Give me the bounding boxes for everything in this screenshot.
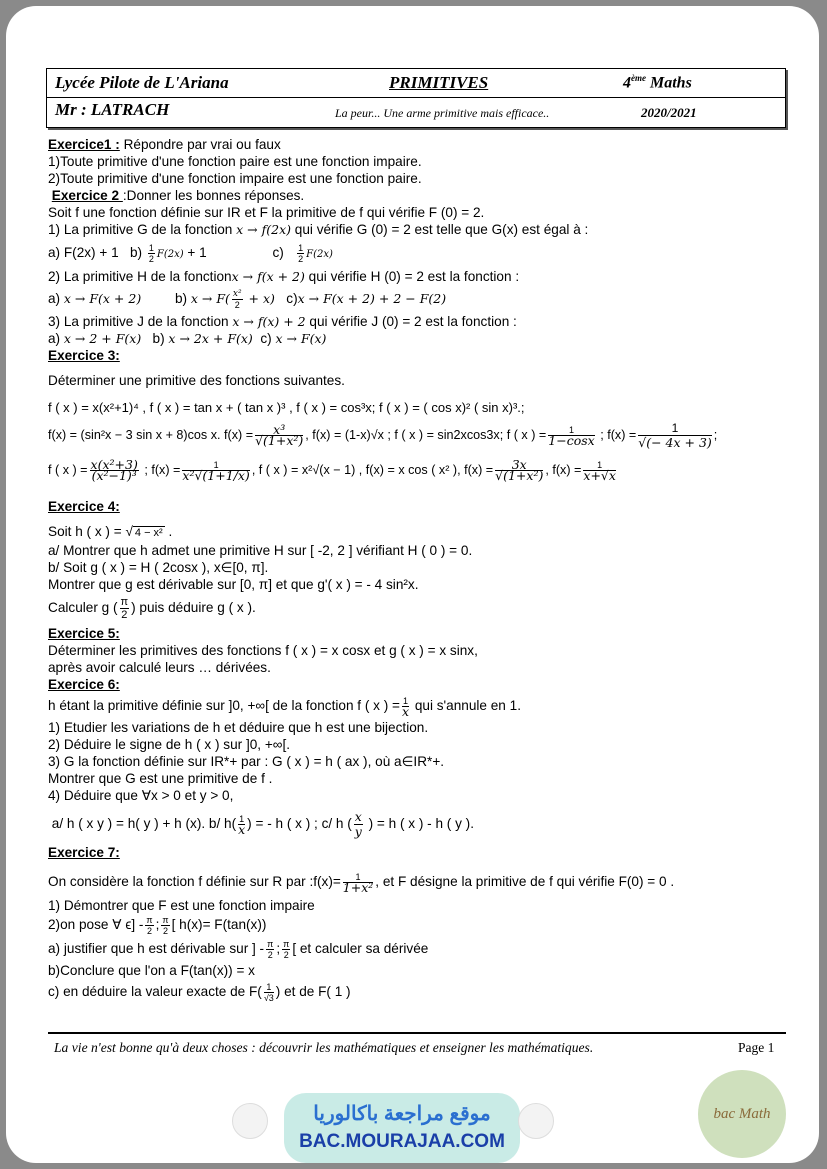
- ex3-line3: f ( x ) = $\frac{\text{x(x²+3)}}{\text{(x²−1)³}}$ ; f(x) = 1 x²√(1+1/x) , f ( x ) = x²√(x − 1) , f(x) = x cos ( x² ), f(x) = $\frac{3x}{\text{√(1+x²)}}$ , f(x) = 1 x+√x: [48, 457, 616, 484]
- ex6-line1: h étant la primitive définie sur ]0, +∞[ de la fonction f ( x ) = 1 x qui s'annule en 1.: [48, 695, 521, 719]
- fraction: $\frac{\pi}{2}$: [267, 938, 274, 960]
- ex3-line1: f ( x ) = x(x²+1)⁴ , f ( x ) = tan x + ( tan x )³ , f ( x ) = cos³x; f ( x ) = ( cos x)² ( sin x)³.;: [48, 400, 525, 415]
- page-title: PRIMITIVES: [389, 73, 489, 92]
- fraction: 1 1−cosx: [548, 425, 595, 449]
- level: 4ème Maths: [623, 73, 692, 92]
- fraction: $\frac{\pi}{2}$: [146, 914, 153, 936]
- fraction: $\frac{\text{x(x²+3)}}{\text{(x²−1)³}}$: [90, 457, 138, 484]
- ex6-line7: a/ h ( x y ) = h( y ) + h (x). b/ h( 1 x ) = - h ( x ) ; c/ h ( $\frac{x}{y}$ ) = h ( x ) - h ( y ).: [51, 808, 474, 839]
- right-logo-icon: [518, 1103, 554, 1139]
- fraction: $\frac{1}{2}$: [148, 242, 154, 264]
- document-page: [6, 6, 819, 1163]
- ex3-intro: Déterminer une primitive des fonctions suivantes.: [48, 373, 345, 388]
- ex4-line1: Soit h ( x ) = √ 4 − x² .: [48, 524, 173, 539]
- header-divider: [47, 97, 785, 98]
- ex6-line2: 1) Etudier les variations de h et déduire que h est une bijection.: [48, 720, 429, 735]
- teacher-name: Mr : LATRACH: [55, 100, 170, 119]
- fraction: $\frac{\pi}{2}$: [120, 595, 129, 621]
- ex6-line4: 3) G la fonction définie sur IR*+ par : G ( x ) = h ( ax ), où a∈IR*+.: [48, 754, 445, 769]
- ex7-line2: 1) Démontrer que F est une fonction impaire: [48, 898, 315, 913]
- ex7-line3: 2)on pose ∀ ϵ] - $\frac{\pi}{2}$ ; $\frac{\pi}{2}$ [ h(x)= F(tan(x)): [48, 914, 267, 936]
- fraction: $\frac{1}{√3}$: [263, 981, 274, 1003]
- banner-arabic: موقع مراجعة باكالوريا: [313, 1103, 491, 1125]
- left-logo-icon: [232, 1103, 268, 1139]
- ex3-line2: f(x) = (sin²x − 3 sin x + 8)cos x. f(x) = $\frac{\text{x³}}{\text{√(1+x²)}}$ , f(x) = (1-x)√x ; f ( x ) = sin2xcos3x; f ( x ) = 1 1−cosx ; f(x) = $\frac{1}{√(- 4x + 3)}$ ;: [48, 421, 718, 451]
- footer-quote: La vie n'est bonne qu'à deux choses : découvrir les mathématiques et enseigner les mathématiques.: [54, 1040, 594, 1055]
- ex4-line4: Montrer que g est dérivable sur [0, π] et que g'( x ) = - 4 sin²x.: [48, 577, 419, 592]
- fraction: 1 x+√x: [583, 460, 616, 484]
- ex5-line1: Déterminer les primitives des fonctions f ( x ) = x cosx et g ( x ) = x sinx,: [48, 643, 478, 658]
- ex1-heading: Exercice1 : Répondre par vrai ou faux: [48, 137, 281, 152]
- ex7-line4: a) justifier que h est dérivable sur ] - $\frac{\pi}{2}$ ; $\frac{\pi}{2}$ [ et calculer sa dérivée: [48, 938, 429, 960]
- ex6-line5: Montrer que G est une primitive de f .: [48, 771, 273, 786]
- ex2-q1: 1) La primitive G de la fonction x → f(2x) qui vérifie G (0) = 2 est telle que G(x) est égal à :: [48, 222, 589, 237]
- fraction: $\frac{\pi}{2}$: [162, 914, 169, 936]
- ex2-q2-choices: a) x → F(x + 2) b) x → F( $\frac{\text{x²}}{2}$ + x) c)x → F(x + 2) + 2 − F(2): [48, 288, 447, 310]
- header-box: [46, 68, 786, 128]
- ex1-q1: 1)Toute primitive d'une fonction paire est une fonction impaire.: [48, 154, 422, 169]
- fraction: $\frac{\text{x³}}{\text{√(1+x²)}}$: [255, 422, 304, 449]
- ex2-q1-choices: a) F(2x) + 1 b) $\frac{1}{2}$ F(2x) + 1 c) $\frac{1}{2}$ F(2x): [48, 242, 333, 264]
- fraction: 1 x: [401, 695, 410, 719]
- bac-math-badge: bac Math: [698, 1070, 786, 1158]
- ex6-heading: Exercice 6:: [48, 677, 120, 692]
- ex7-line5: b)Conclure que l'on a F(tan(x)) = x: [48, 963, 255, 978]
- banner-url: BAC.MOURAJAA.COM: [299, 1131, 505, 1152]
- ex6-line6: 4) Déduire que ∀x > 0 et y > 0,: [48, 788, 234, 803]
- site-banner[interactable]: [284, 1093, 520, 1163]
- ex2-q2: 2) La primitive H de la fonctionx → f(x + 2) qui vérifie H (0) = 2 est la fonction :: [48, 269, 520, 284]
- ex7-line1: On considère la fonction f définie sur R par :f(x)= 1 1+x² , et F désigne la primitive de f qui vérifie F(0) = 0 .: [48, 871, 675, 895]
- ex2-q3-choices: a) x → 2 + F(x) b) x → 2x + F(x) c) x → F(x): [48, 331, 327, 346]
- fraction: $\frac{1}{2}$: [298, 242, 304, 264]
- ex4-line5: Calculer g ( $\frac{\pi}{2}$ ) puis déduire g ( x ).: [48, 595, 256, 621]
- ex2-q3: 3) La primitive J de la fonction x → f(x) + 2 qui vérifie J (0) = 2 est la fonction :: [48, 314, 517, 329]
- school-name: Lycée Pilote de L'Ariana: [55, 73, 229, 92]
- page-number: Page 1: [738, 1040, 775, 1055]
- ex4-heading: Exercice 4:: [48, 499, 120, 514]
- fraction: $\frac{3x}{\text{√(1+x²)}}$: [495, 457, 544, 484]
- ex2-heading: Exercice 2 :Donner les bonnes réponses.: [51, 188, 305, 203]
- fraction: 1 1+x²: [342, 871, 374, 895]
- motto: La peur... Une arme primitive mais efficace..: [335, 106, 550, 120]
- ex6-line3: 2) Déduire le signe de h ( x ) sur ]0, +∞[.: [48, 737, 291, 752]
- fraction: 1 x²√(1+1/x): [182, 460, 250, 484]
- ex3-heading: Exercice 3:: [48, 348, 120, 363]
- footer-divider: [48, 1032, 786, 1034]
- ex4-line2: a/ Montrer que h admet une primitive H sur [ -2, 2 ] vérifiant H ( 0 ) = 0.: [48, 543, 473, 558]
- ex4-line3: b/ Soit g ( x ) = H ( 2cosx ), x∈[0, π].: [48, 560, 269, 575]
- fraction: $\frac{\pi}{2}$: [283, 938, 290, 960]
- ex2-context: Soit f une fonction définie sur IR et F la primitive de f qui vérifie F (0) = 2.: [48, 205, 485, 220]
- ex7-heading: Exercice 7:: [48, 845, 120, 860]
- fraction: $\frac{1}{√(- 4x + 3)}$: [638, 421, 712, 451]
- ex7-line6: c) en déduire la valeur exacte de F( $\frac{1}{√3}$ ) et de F( 1 ): [48, 981, 351, 1003]
- fraction: 1 x: [238, 813, 246, 837]
- ex5-heading: Exercice 5:: [48, 626, 120, 641]
- exercises: [48, 136, 788, 1005]
- school-year: 2020/2021: [641, 105, 697, 120]
- fraction: $\frac{x}{y}$: [354, 808, 362, 839]
- ex1-q2: 2)Toute primitive d'une fonction impaire est une fonction paire.: [48, 171, 422, 186]
- ex5-line2: après avoir calculé leurs … dérivées.: [48, 660, 271, 675]
- fraction: $\frac{\text{x²}}{2}$: [232, 288, 242, 310]
